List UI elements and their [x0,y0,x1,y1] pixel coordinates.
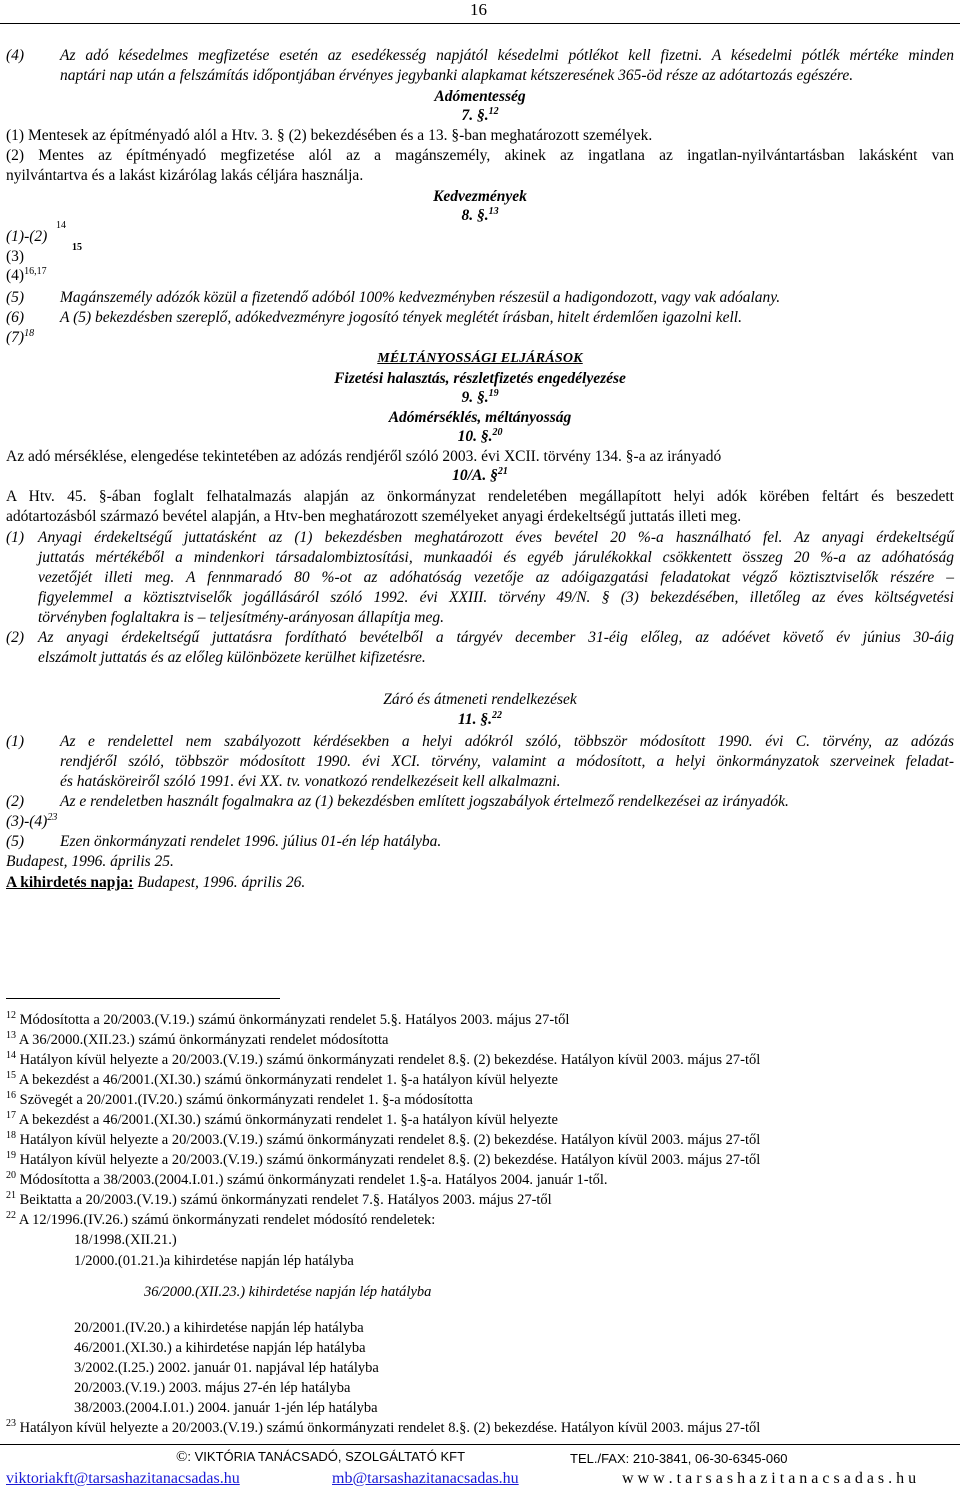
zaro-para1-line2: rendjéről szóló, többször módosított 1990. évi XCI. törvény, valamint a módosított, a helyi önkormányzatok szerveinek feladat- [60,753,954,770]
header-rule [0,23,960,24]
section-10a-line1: A Htv. 45. §-ában foglalt felhatalmazás alapján az önkormányzat rendeletében megállapított helyi adók körében feltárt és beszedett [6,488,954,505]
footnote-text: A 36/2000.(XII.23.) számú önkormányzati rendelet módosította [18,1032,389,1048]
announcement-date: Budapest, 1996. április 26. [137,874,306,891]
footnote-22 [6,1212,435,1229]
footnote-22-item: 46/2001.(XI.30.) a kihirdetése napján lép hatályba [74,1340,366,1356]
section-10-heading: 10. §.$^{20}$ [457,426,503,445]
footnote-22-item: 36/2000.(XII.23.) kihirdetése napján lép hatályba [144,1284,432,1300]
footnote-ref-23[interactable]: 23 [47,811,58,823]
footnote-22-item: 3/2002.(I.25.) 2002. január 01. napjával lép hatályba [74,1360,379,1376]
footer-rule [0,1444,960,1445]
footnote-17 [6,1112,558,1129]
section-10a-para2-line2: elszámolt juttatás és az előleg különbözete kerülhet kifizetésre. [38,649,426,666]
copyright-icon: © [176,1449,188,1465]
zaro-para3-4: $(3)-(4)^{23}$ [6,811,58,830]
halasztas-heading: Fizetési halasztás, részletfizetés engedélyezése [334,370,626,387]
footnote-19 [6,1152,760,1169]
footnote-text: A 12/1996.(IV.26.) számú önkormányzati rendelet módosító rendeletek: [18,1212,436,1228]
zaro-para2: Az e rendeletben használt fogalmakra az (1) bekezdésben említett jogszabályok értelmező rendelkezései az irányadók. [60,793,789,810]
footnote-22-item: 18/1998.(XII.21.) [74,1232,177,1248]
section-11-heading: 11. §.$^{22}$ [457,709,503,728]
announcement-label: A kihirdetés napja: [6,874,134,891]
footnote-ref-18[interactable]: 18 [24,327,35,339]
kedvezmenyek-para5-number: (5) [6,289,25,306]
footer-website[interactable]: w w w . t a r s a s h a z i t a n a c s a d a s . h u [622,1470,917,1487]
zaro-para5-number: (5) [6,833,25,850]
kedvezmenyek-para7: $(7)^{18}$ [6,327,35,346]
footnote-20 [6,1172,608,1189]
place-date: Budapest, 1996. április 25. [6,853,174,870]
kedvezmenyek-para1-2: (1)-(2) [6,228,48,245]
footnote-number: 18 [6,1130,16,1142]
footnote-ref-20[interactable]: 20 [492,426,503,438]
section-10a-para1-line3: vezetőjét illeti meg. A fennmaradó 80 %-ot az adóhatóság vezetője az adóigazgatási feladatokat végző köztisztviselők részére – [38,569,954,586]
footnote-number: 19 [6,1150,16,1162]
section-10a-para1-line5: törvényben foglaltakra is – teljesítmény-arányosan állapítja meg. [38,609,444,626]
adomentesseg-para2-line1: (2) Mentes az építményadó megfizetése alól az a magánszemély, akinek az ingatlana az ingatlan-nyilvántartásban lakásként van [6,147,954,164]
footnote-22-item: 1/2000.(01.21.)a kihirdetése napján lép hatályba [74,1253,354,1269]
footnote-separator [6,998,280,999]
section-10a-heading: 10/A. §$^{21}$ [452,465,508,484]
footnote-text: Módosította a 20/2003.(V.19.) számú önkormányzati rendelet 5.§. Hatályos 2003. május 27-től [19,1012,570,1028]
footnote-13 [6,1032,389,1049]
kedvezmenyek-para4: $(4)^{16,17}$ [6,265,47,284]
footnote-text: Beiktatta a 20/2003.(V.19.) számú önkormányzati rendelet 7.§. Hatályos 2003. május 27-től [19,1192,552,1208]
footnote-ref-16-17[interactable]: 16,17 [24,265,47,277]
zaro-heading: Záró és átmeneti rendelkezések [383,691,577,708]
section-10a-para1-line4: figyelemmel a köztisztviselők jogállásáról szóló 1992. évi XXIII. törvény 49/N. § (3) bekezdésében, illetőleg az éves költségvetési [38,589,954,606]
section-10-text: Az adó mérséklése, elengedése tekintetében az adózás rendjéről szóló 2003. évi XCII. törvény 134. §-a az irányadó [6,448,722,465]
zaro-para1-number: (1) [6,733,25,750]
section-10a-line2: adótartozásból származó bevétel alapján, a Htv-ben meghatározott személyeket anyagi érdekeltségű juttatás illeti meg. [6,508,742,525]
para4-line2: naptári nap után a felszámítás időpontjában érvényes jegybanki alapkamat kétszeresének 365-öd része az adótartozás egészére. [60,67,854,84]
section-8-heading: 8. §.$^{13}$ [461,205,499,224]
footnote-number: 12 [6,1010,16,1022]
footnote-23: $^{23}$ Hatályon kívül helyezte a 20/2003.(V.19.) számú önkormányzati rendelet 8.§. (2) bekezdése. Hatályon kívül 2003. május 27-től [6,1418,761,1436]
footnote-text: Hatályon kívül helyezte a 20/2003.(V.19.) számú önkormányzati rendelet 8.§. (2) bekezdése. Hatályon kívül 2003. május 27-től [19,1152,761,1168]
page-number: 16 [470,0,487,19]
para4-number: (4) [6,47,25,64]
footer-company: ©: VIKTÓRIA TANÁCSADÓ, SZOLGÁLTATÓ KFT [176,1449,466,1465]
footnote-text: A bekezdést a 46/2001.(XI.30.) számú önkormányzati rendelet 1. §-a hatályon kívül helyezte [18,1072,558,1088]
footnote-14 [6,1052,760,1069]
kedvezmenyek-para3: (3) [6,248,25,265]
footnote-ref-22[interactable]: 22 [492,709,503,721]
section-10a-para2-line1: Az anyagi érdekeltségű juttatásra fordítható bevételből a tárgyév december 31-éig előleg, az adóévet követő év június 30-áig [38,629,954,646]
footer-email-2[interactable]: mb@tarsashazitanacsadas.hu [332,1470,519,1487]
kedvezmenyek-heading: Kedvezmények [433,188,527,205]
footnote-number: 20 [6,1170,16,1182]
section-9-heading: 9. §.$^{19}$ [461,387,499,406]
footnote-ref-15[interactable]: 15 [72,242,82,253]
kedvezmenyek-para6-number: (6) [6,309,25,326]
announcement [6,874,305,892]
footnote-number: 14 [6,1050,16,1062]
section-10a-para1-line2: juttatás mértékéből a mindenkori társadalombiztosítási, munkaadói és egyéb járulékokkal csökkentett összeg 20 %-a az adóhatóság [38,549,954,566]
footnote-number: 21 [6,1190,16,1202]
footnote-16 [6,1092,473,1109]
footnote-text: Módosította a 38/2003.(2004.I.01.) számú önkormányzati rendelet 1.§-a. Hatályos 2004. január 1-től. [19,1172,608,1188]
zaro-para1-line1: Az e rendelettel nem szabályozott kérdésekben a helyi adókról szóló, többször módosított 1990. évi C. törvény, az adózás [60,733,954,750]
footnote-15 [6,1072,558,1089]
footnote-text: Hatályon kívül helyezte a 20/2003.(V.19.) számú önkormányzati rendelet 8.§. (2) bekezdése. Hatályon kívül 2003. május 27-től [19,1052,761,1068]
meltanyossagi-heading: MÉLTÁNYOSSÁGI ELJÁRÁSOK [377,351,583,366]
footnote-number: 15 [6,1070,16,1082]
section-10a-para2-number: (2) [6,629,25,646]
footnote-21 [6,1192,552,1209]
footnote-22-item: 38/2003.(2004.I.01.) 2004. január 1-jén lép hatályba [74,1400,378,1416]
zaro-para1-line3: és hatásköreiről szóló 1991. évi XX. tv. vonatkozó rendelkezéseit kell alkalmazni. [60,773,561,790]
footnote-22-item: 20/2001.(IV.20.) a kihirdetése napján lép hatályba [74,1320,364,1336]
footnote-ref-19[interactable]: 19 [488,387,499,399]
adomentesseg-para2-line2: nyilvántartva és a lakást kizárólag lakás céljára használja. [6,167,364,184]
kedvezmenyek-para5: Magánszemély adózók közül a fizetendő adóból 100% kedvezményben részesül a hadigondozott, vagy vak adóalany. [60,289,781,306]
footnote-ref-14-mark[interactable]: 14 [56,220,66,231]
kedvezmenyek-para6: A (5) bekezdésben szereplő, adókedvezményre jogosító tények meglétét írásban, hitelt érdemlően igazolni kell. [60,309,742,326]
footnote-number: 22 [6,1210,16,1222]
section-10a-para1-line1: Anyagi érdekeltségű juttatásként az (1) bekezdésben meghatározott éves bevétel 20 %-a használható fel. Az anyagi érdekeltségű [38,529,954,546]
footer-phone: TEL./FAX: 210-3841, 06-30-6345-060 [570,1451,788,1466]
footnote-ref-13[interactable]: 13 [488,205,499,217]
footnote-ref-12[interactable]: 12 [488,105,499,117]
footnote-number: 13 [6,1030,16,1042]
footnote-22-item: 20/2003.(V.19.) 2003. május 27-én lép hatályba [74,1380,351,1396]
adomentesseg-para1: (1) Mentesek az építményadó alól a Htv. 3. § (2) bekezdésében és a 13. §-ban meghatározott személyek. [6,127,653,144]
adomentesseg-heading: Adómentesség [434,88,526,105]
footer-email-1[interactable]: viktoriakft@tarsashazitanacsadas.hu [6,1470,240,1487]
footnote-ref-21[interactable]: 21 [497,465,508,477]
section-10a-para1-number: (1) [6,529,25,546]
footnote-12 [6,1012,569,1029]
admerseklés-heading: Adómérséklés, méltányosság [388,409,572,426]
footnote-number: 16 [6,1090,16,1102]
footnote-text: A bekezdést a 46/2001.(XI.30.) számú önkormányzati rendelet 1. §-a hatályon kívül helyezte [18,1112,558,1128]
footnote-18 [6,1132,760,1149]
footnote-number: 17 [6,1110,16,1122]
para4-line1: Az adó késedelmes megfizetése esetén az esedékesség napjától késedelmi pótlékot kell fizetni. A késedelmi pótlék mértéke minden [60,47,954,64]
zaro-para2-number: (2) [6,793,25,810]
section-7-heading: 7. §.$^{12}$ [461,105,499,124]
footnote-text: Szövegét a 20/2001.(IV.20.) számú önkormányzati rendelet 1. §-a módosította [19,1092,473,1108]
zaro-para5: Ezen önkormányzati rendelet 1996. július 01-én lép hatályba. [60,833,442,850]
footnote-text: Hatályon kívül helyezte a 20/2003.(V.19.) számú önkormányzati rendelet 8.§. (2) bekezdése. Hatályon kívül 2003. május 27-től [19,1132,761,1148]
